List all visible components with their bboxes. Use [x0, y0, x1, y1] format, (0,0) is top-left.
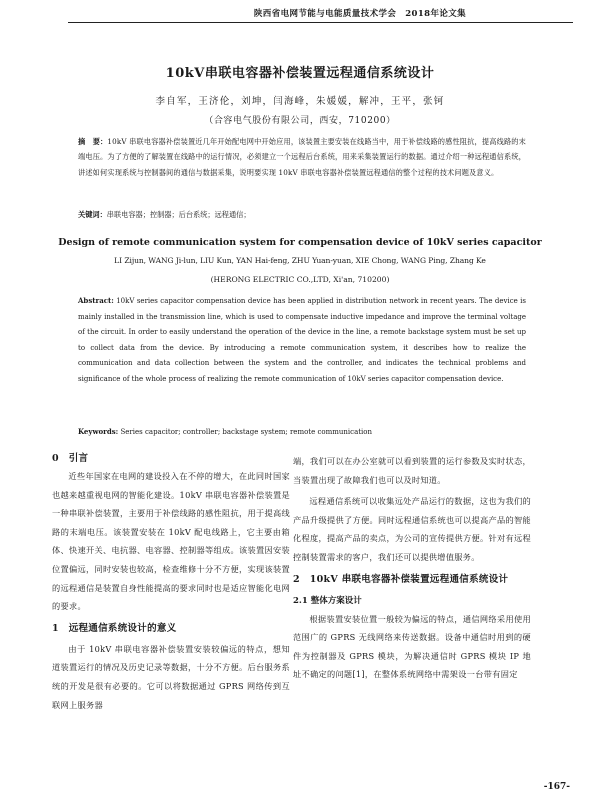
abstract-en-label: Abstract:	[78, 296, 114, 305]
abstract-cn-label: 摘 要：	[78, 137, 108, 146]
section-heading-intro: 0 引言	[52, 453, 89, 464]
page-number: -167-	[543, 782, 570, 792]
keywords-en-text: Series capacitor; controller; backstage system; remote communication	[118, 428, 373, 436]
abstract-en	[78, 293, 526, 387]
paper-title-en: Design of remote communication system for compensation device of 10kV series capacitor	[58, 237, 542, 248]
body-paragraph: 近些年国家在电网的建设投入在不停的增大，在此同时国家也越来越重视电网的智能化建设。10kV 串联电容器补偿装置是一种串联补偿装置，主要用于补偿线路的感性阻抗，用于提高线路的末端电压。该装置安装在 10kV 配电线路上，它主要由箱体、快速开关、电抗器、电容器、控制器等组成。该装置因安装位置偏远，同时安装也较高，检查维修十分不方便，实现该装置的远程通信是装置自身性能提高的要求同时也是适应智能化电网的要求。	[52, 471, 290, 612]
body-paragraph: 根据装置安装位置一般较为偏远的特点，通信网络采用使用范围广的 GPRS 无线网络来传送数据。设备中通信时用到的硬件为控制器及 GPRS 模块，为解决通信时 GPRS 模块 IP 地址不确定的问题[1]，在整体系统网络中需架设一台带有固定	[293, 613, 531, 680]
body-paragraph: 远程通信系统可以收集远处产品运行的数据，这也为我们的产品升级提供了方便。同时远程通信系统也可以提高产品的智能化程度，提高产品的卖点，为公司的宣传提供方便。针对有远程控制装置需求的客户，我们还可以提供增值服务。	[293, 496, 531, 562]
running-header: 陕西省电网节能与电能质量技术学会 2018年论文集	[253, 9, 467, 19]
keywords-en-label: Keywords:	[78, 427, 119, 436]
body-column-right	[293, 452, 531, 684]
section-heading-significance: 1 远程通信系统设计的意义	[52, 622, 177, 634]
subsection-heading-overall: 2.1 整体方案设计	[293, 595, 362, 606]
abstract-en-text: 10kV series capacitor compensation device has been applied in distribution network in recent years. The device is mainly installed in the transmission line, which is used to compensate inductive impedance and improve the terminal voltage of the circuit. In order to easily understand the operation of the device in the line, a remote backstage system must be set up to collect data from the device. By introducing a remote communication system, it describes how to realize the communication and data collection between the system and the controller, and indicates the technical problems and significance of the whole process of realizing the remote communication of 10kV series capacitor compensation device.	[78, 297, 526, 383]
section-heading-design: 2 10kV 串联电容器补偿装置远程通信系统设计	[293, 573, 509, 585]
affiliation-en: (HERONG ELECTRIC CO.,LTD, Xi'an, 710200)	[210, 275, 390, 284]
body-paragraph-tail: 端，我们可以在办公室就可以看到装置的运行参数及实时状态，当装置出现了故障我们也可以及时知道。	[293, 456, 531, 485]
keywords-en	[78, 426, 526, 438]
body-paragraph-continued: 由于 10kV 串联电容器补偿装置安装较偏远的特点，想知道装置运行的情况及历史记录等数据，十分不方便。后台服务系统的开发是很有必要的。它可以将数据通过 GPRS 网络传到互联网上服务器	[52, 643, 290, 710]
affiliation: （合容电气股份有限公司，西安，710200）	[204, 116, 396, 126]
body-column-left	[52, 450, 290, 714]
author-list-en: LI Zijun, WANG Ji-lun, LIU Kun, YAN Hai-feng, ZHU Yuan-yuan, XIE Chong, WANG Ping, Zhang Ke	[114, 256, 486, 265]
abstract-cn	[78, 134, 526, 180]
header-rule	[68, 22, 573, 23]
paper-title: 10kV串联电容器补偿装置远程通信系统设计	[165, 66, 435, 81]
abstract-cn-text: 10kV 串联电容器补偿装置近几年开始配电网中开始应用，该装置主要安装在线路当中，用于补偿线路的感性阻抗，提高线路的末端电压。为了方便的了解装置在线路中的运行情况，必须建立一个远程后台系统，用来采集装置运行的数据。通过介绍一种远程通信系统，讲述如何实现系统与控制器间的通信与数据采集，说明要实现 10kV 串联电容器补偿装置远程通信的整个过程的技术问题及意义。	[78, 137, 526, 177]
keywords-cn-text: 串联电容器；控制器；后台系统；远程通信；	[106, 210, 251, 219]
author-list: 李自军，王济伦，刘坤，闫海峰，朱媛媛，解冲，王平，张钶	[155, 96, 445, 107]
keywords-cn-label: 关键词：	[78, 210, 107, 219]
keywords-cn	[78, 209, 526, 221]
